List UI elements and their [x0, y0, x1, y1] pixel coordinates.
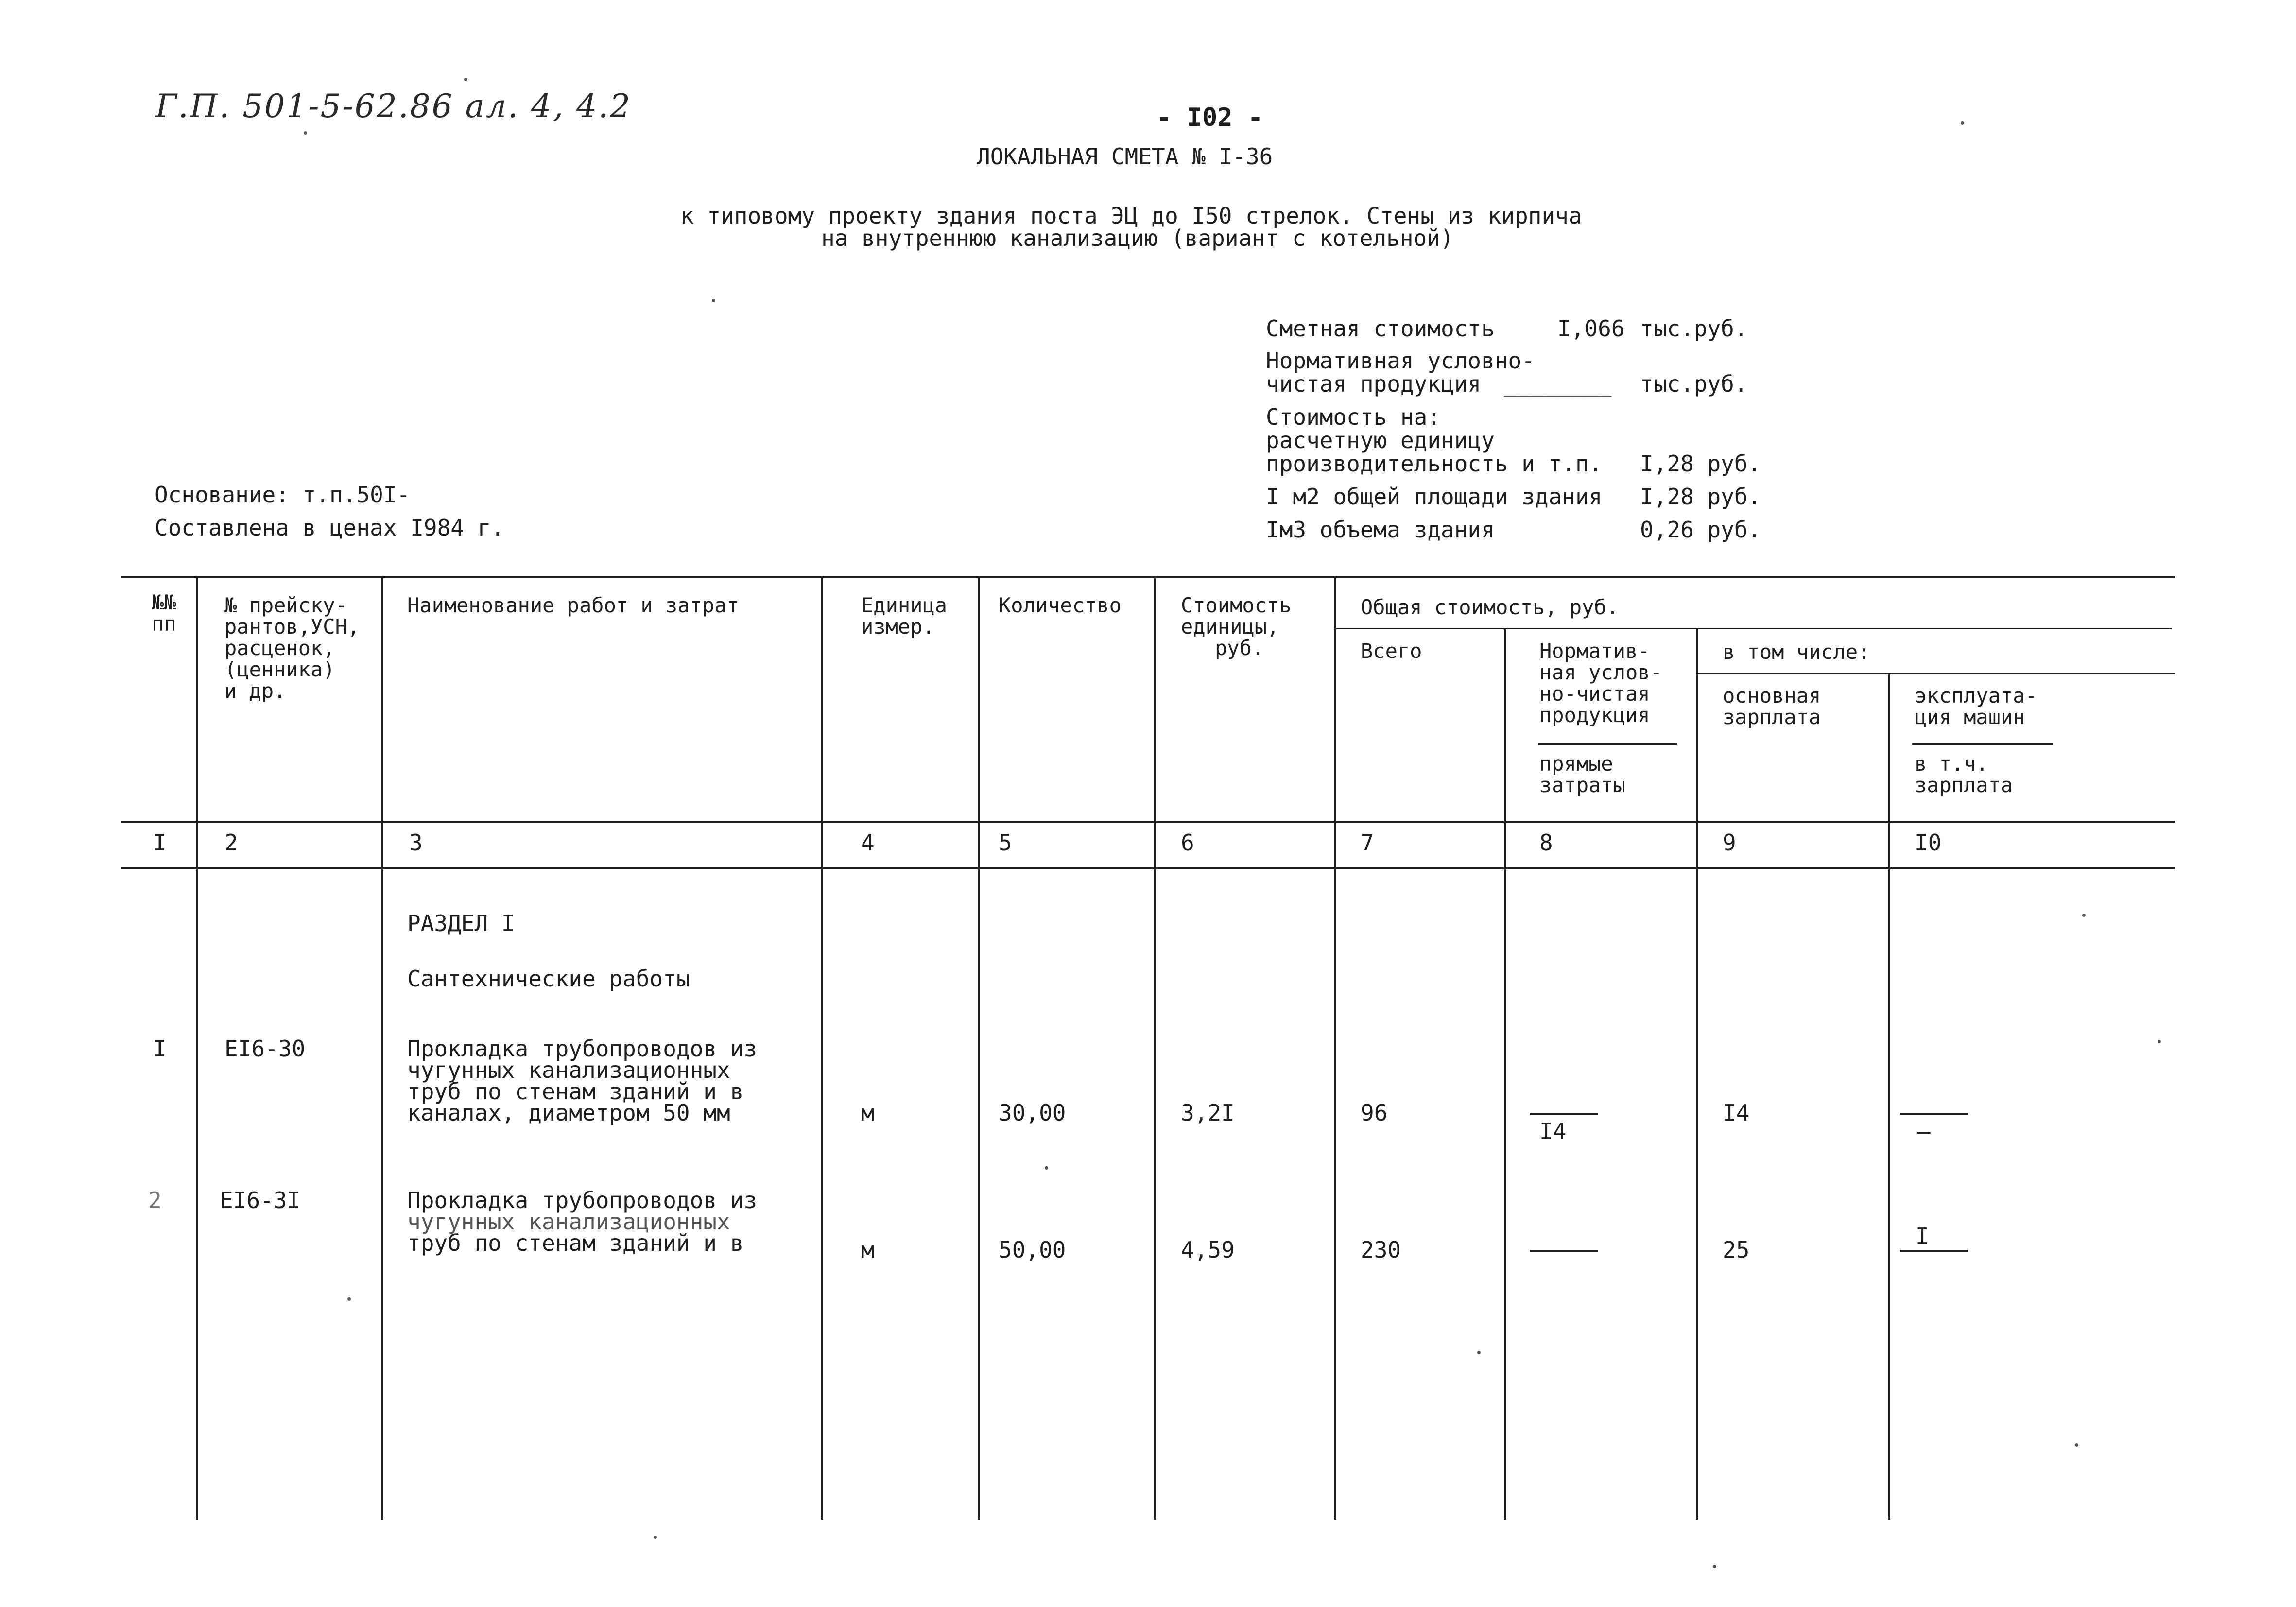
header-col5: Количество	[999, 593, 1122, 617]
row-total: 96	[1361, 1100, 1388, 1126]
row-code: EI6-3I	[220, 1187, 301, 1213]
scan-speck	[712, 299, 715, 302]
scan-speck	[1045, 1166, 1048, 1170]
header-col2-line5: и др.	[224, 679, 286, 703]
header-col10-bottom-line1: в т.ч.	[1915, 752, 1988, 776]
scan-speck	[347, 1297, 351, 1301]
column-divider	[821, 577, 823, 1520]
column-divider	[196, 577, 198, 1520]
header-col8-bottom-line2: затраты	[1539, 773, 1626, 797]
row-wage: 25	[1723, 1237, 1750, 1263]
machine-cost-dash	[1900, 1250, 1968, 1252]
header-col1-line2: пп	[152, 612, 176, 636]
row-unit-cost: 3,2I	[1181, 1100, 1235, 1126]
row-quantity: 30,00	[999, 1100, 1066, 1126]
scan-speck	[654, 1536, 657, 1539]
section-name: Сантехнические работы	[407, 966, 690, 992]
per-unit-label-1: расчетную единицу	[1266, 427, 1495, 453]
row-total: 230	[1361, 1237, 1401, 1263]
column-number: 4	[861, 829, 875, 856]
header-col2-line2: рантов,УСН,	[224, 615, 360, 639]
per-m3-label: Iм3 объема здания	[1266, 517, 1495, 543]
row-unit: м	[861, 1100, 875, 1126]
row-name-line: чугунных канализационных	[407, 1057, 730, 1083]
basis: Основание: т.п.50I-	[155, 482, 411, 508]
per-m2-value: I,28 руб.	[1640, 484, 1761, 510]
net-production-blank: ________	[1504, 371, 1612, 397]
header-col8-line2: ная услов-	[1539, 660, 1662, 684]
header-col9-line2: зарплата	[1723, 705, 1821, 729]
header-col10-line1: эксплуата-	[1915, 684, 2037, 708]
cost-on-label: Стоимость на:	[1266, 404, 1441, 430]
net-production-label-1: Нормативная условно-	[1266, 347, 1535, 374]
machine-underline	[1912, 743, 2053, 745]
section-title: РАЗДЕЛ I	[407, 910, 515, 936]
per-m2-label: I м2 общей площади здания	[1266, 484, 1603, 510]
row-quantity: 50,00	[999, 1237, 1066, 1263]
header-col8-line3: но-чистая	[1539, 682, 1650, 706]
scan-speck	[304, 131, 307, 135]
net-production-label-2: чистая продукция	[1266, 371, 1482, 397]
row-number: I	[153, 1036, 167, 1062]
scan-speck	[2082, 914, 2086, 917]
column-divider	[1154, 577, 1156, 1520]
header-col9-line1: основная	[1723, 684, 1821, 708]
header-col2-line4: (ценника)	[224, 657, 335, 681]
handwritten-reference: Г.П. 501-5-62.86 ал. 4, 4.2	[155, 87, 632, 125]
header-col6-line2: единицы,	[1181, 615, 1279, 639]
per-unit-label-2: производительность и т.п.	[1266, 450, 1603, 477]
net-production-unit: тыс.руб.	[1640, 371, 1748, 397]
row-direct-costs: I4	[1539, 1118, 1567, 1144]
header-col8-bottom-line1: прямые	[1539, 752, 1613, 776]
column-divider	[978, 577, 980, 1520]
column-divider	[1504, 628, 1506, 1520]
row-name-line: чугунных канализационных	[407, 1209, 730, 1235]
row-net-production	[1539, 1225, 1553, 1248]
column-number: 9	[1723, 829, 1736, 856]
header-col2-line3: расценок,	[224, 636, 335, 660]
row-machine-cost: I	[1916, 1223, 1929, 1249]
row-name-line: каналах, диаметром 50 мм	[407, 1100, 730, 1126]
row-code: EI6-30	[224, 1036, 306, 1062]
scan-speck	[2158, 1040, 2161, 1043]
column-number: I0	[1915, 829, 1942, 856]
per-unit-value: I,28 руб.	[1640, 450, 1761, 477]
header-col2-line1: № прейску-	[224, 593, 347, 617]
scan-speck	[1477, 1351, 1481, 1354]
estimated-cost-label: Сметная стоимость	[1266, 315, 1495, 342]
row-unit-cost: 4,59	[1181, 1237, 1235, 1263]
header-including: в том числе:	[1723, 640, 1870, 664]
total-cost-divider	[1336, 628, 2172, 629]
header-col10-bottom-line2: зарплата	[1915, 773, 2013, 797]
column-number: 8	[1539, 829, 1553, 856]
column-number: 6	[1181, 829, 1194, 856]
header-col8-line4: продукция	[1539, 703, 1650, 727]
machine-cost-dash	[1900, 1113, 1968, 1115]
column-number: 2	[224, 829, 238, 856]
header-col10-line2: ция машин	[1915, 705, 2025, 729]
prices-year: Составлена в ценах I984 г.	[155, 515, 505, 541]
column-number: 7	[1361, 829, 1374, 856]
header-bottom-border	[121, 821, 2175, 823]
page-number: - I02 -	[1157, 103, 1263, 132]
column-divider	[1696, 628, 1698, 1520]
header-col4-line1: Единица	[861, 593, 948, 617]
net-production-underline	[1538, 743, 1677, 745]
estimated-cost-unit: тыс.руб.	[1640, 315, 1748, 342]
net-production-dash	[1530, 1113, 1598, 1115]
row-name-line: труб по стенам зданий и в	[407, 1230, 744, 1256]
column-number: I	[153, 829, 167, 856]
row-name-line: Прокладка трубопроводов из	[407, 1036, 758, 1062]
column-divider	[381, 577, 383, 1520]
header-total-cost: Общая стоимость, руб.	[1361, 595, 1619, 619]
column-number: 5	[999, 829, 1012, 856]
row-net-production	[1539, 1089, 1553, 1112]
subtitle-line-2: на внутреннюю канализацию (вариант с котельной)	[821, 225, 1454, 251]
header-col6-line1: Стоимость	[1181, 593, 1292, 617]
header-col1-line1: №№	[152, 590, 176, 614]
row-machine-wage: –	[1917, 1118, 1931, 1144]
row-unit: м	[861, 1237, 875, 1263]
header-col8-line1: Норматив-	[1539, 639, 1650, 663]
including-divider	[1696, 673, 2175, 674]
header-col4-line2: измер.	[861, 615, 935, 639]
header-col7: Всего	[1361, 639, 1422, 663]
scan-speck	[464, 78, 467, 81]
document-title: ЛОКАЛЬНАЯ СМЕТА № I-36	[977, 143, 1273, 170]
scan-speck	[1713, 1565, 1716, 1568]
scan-speck	[2075, 1443, 2078, 1447]
row-number: 2	[148, 1187, 162, 1213]
table-top-border	[121, 576, 2175, 578]
net-production-dash	[1530, 1250, 1598, 1252]
header-col3: Наименование работ и затрат	[407, 593, 739, 617]
estimated-cost-value: I,066	[1557, 315, 1625, 342]
numbers-bottom-border	[121, 867, 2175, 869]
column-number: 3	[409, 829, 423, 856]
subtitle-line-1: к типовому проекту здания поста ЭЦ до I50 стрелок. Стены из кирпича	[680, 203, 1582, 229]
per-m3-value: 0,26 руб.	[1640, 517, 1761, 543]
row-name-line: труб по стенам зданий и в	[407, 1078, 744, 1105]
scan-speck	[1961, 121, 1964, 125]
column-divider	[1888, 673, 1890, 1520]
row-wage: I4	[1723, 1100, 1750, 1126]
row-machine-cost	[1915, 1089, 1928, 1112]
column-divider	[1334, 577, 1336, 1520]
row-name-line: Прокладка трубопроводов из	[407, 1187, 758, 1213]
header-col6-line3: руб.	[1215, 636, 1264, 660]
